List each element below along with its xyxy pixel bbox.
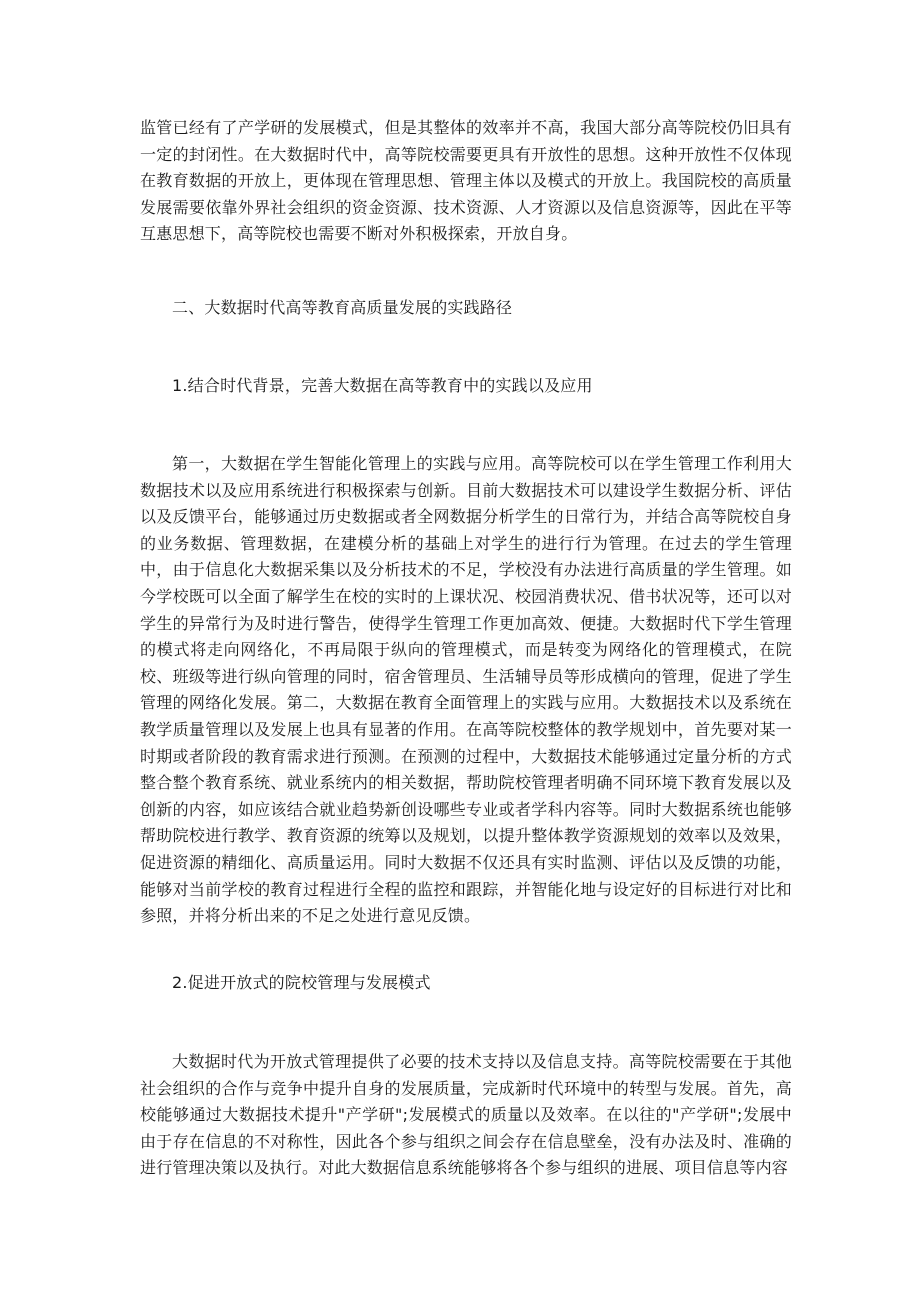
section-heading-practice-path: 二、大数据时代高等教育高质量发展的实践路径	[172, 298, 513, 317]
body-paragraph-open-practice: 监管已经有了产学研的发展模式，但是其整体的效率并不高，我国大部分高等院校仍旧具有一定的封闭性。在大数据时代中，高等院校需要更具有开放性的思想。这种开放性不仅体现在教育数据的开放上，更体现在管理思想、管理主体以及模式的开放上。我国院校的高质量发展需要依靠外界社会组织的资金资源、技术资源、人才资源以及信息资源等，因此在平等互惠思想下，高等院校也需要不断对外积极探索，开放自身。	[140, 118, 792, 244]
subsection-heading-big-data-application: 1.结合时代背景，完善大数据在高等教育中的实践以及应用	[172, 376, 593, 395]
body-paragraph-open-management: 大数据时代为开放式管理提供了必要的技术支持以及信息支持。高等院校需要在于其他社会组织的合作与竞争中提升自身的发展质量，完成新时代环境中的转型与发展。首先，高校能够通过大数据技术提升"产学研";发展模式的质量以及效率。在以往的"产学研";发展中由于存在信息的不对称性，因此各个参与组织之间会存在信息壁垒，没有办法及时、准确的进行管理决策以及执行。对此大数据信息系统能够将各个参与组织的进展、项目信息等内容	[140, 1052, 792, 1178]
subsection-heading-open-management: 2.促进开放式的院校管理与发展模式	[172, 973, 431, 992]
body-paragraph-student-management: 第一，大数据在学生智能化管理上的实践与应用。高等院校可以在学生管理工作利用大数据技术以及应用系统进行积极探索与创新。目前大数据技术可以建设学生数据分析、评估以及反馈平台，能够通过历史数据或者全网数据分析学生的日常行为，并结合高等院校自身的业务数据、管理数据，在建模分析的基础上对学生的进行行为管理。在过去的学生管理中，由于信息化大数据采集以及分析技术的不足，学校没有办法进行高质量的学生管理。如今学校既可以全面了解学生在校的实时的上课状况、校园消费状况、借书状况等，还可以对学生的异常行为及时进行警告，使得学生管理工作更加高效、便捷。大数据时代下学生管理的模式将走向网络化，不再局限于纵向的管理模式，而是转变为网络化的管理模式，在院校、班级等进行纵向管理的同时，宿舍管理员、生活辅导员等形成横向的管理，促进了学生管理的网络化发展。第二，大数据在教育全面管理上的实践与应用。大数据技术以及系统在教学质量管理以及发展上也具有显著的作用。在高等院校整体的教学规划中，首先要对某一时期或者阶段的教育需求进行预测。在预测的过程中，大数据技术能够通过定量分析的方式整合整个教育系统、就业系统内的相关数据，帮助院校管理者明确不同环境下教育发展以及创新的内容，如应该结合就业趋势新创设哪些专业或者学科内容等。同时大数据系统也能够帮助院校进行教学、教育资源的统筹以及规划，以提升整体教学资源规划的效率以及效果，促进资源的精细化、高质量运用。同时大数据不仅还具有实时监测、评估以及反馈的功能，能够对当前学校的教育过程进行全程的监控和跟踪，并智能化地与设定好的目标进行对比和参照，并将分析出来的不足之处进行意见反馈。	[140, 454, 792, 926]
